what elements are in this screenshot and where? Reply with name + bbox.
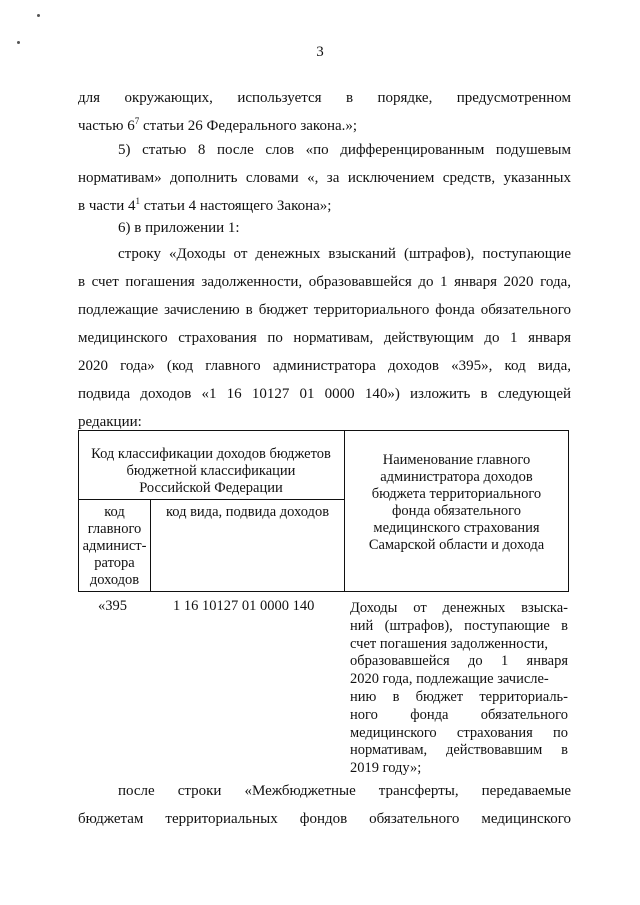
header-income-kind-code: код вида, подвида доходов — [165, 504, 330, 520]
paragraph-after-row — [78, 777, 571, 833]
text-line: подлежащие зачислению в бюджет территориального фонда обязательного — [78, 302, 571, 318]
text-line: бюджетам территориальных фондов обязательного медицинского — [78, 811, 571, 827]
text-line: для окружающих, используется в порядке, предусмотренном — [78, 90, 571, 106]
row-admin-code: «395 — [98, 598, 127, 614]
desc-line: Доходы от денежных взыска- — [350, 600, 568, 616]
header-line: главного — [87, 521, 142, 537]
desc-line: счет погашения задолженности, — [350, 635, 549, 652]
text-line: медицинского страхования по нормативам, действующим до 1 января — [78, 330, 571, 346]
text-line: редакции: — [78, 414, 142, 430]
desc-line: 2020 года, подлежащие зачисле- — [350, 671, 549, 688]
header-classification-code — [80, 446, 342, 497]
header-line: Самарской области и дохода — [368, 537, 545, 553]
desc-line: нормативам, действовавшим в — [350, 742, 568, 759]
scan-speck — [37, 14, 40, 17]
text-line: частью $6^7$ статьи 26 Федерального закона.»; — [78, 116, 358, 134]
text-line: 6) в приложении 1: — [118, 220, 240, 236]
header-line: админист- — [82, 538, 147, 554]
header-line: ратора — [94, 555, 135, 571]
text-line: 5) статью 8 после слов «по дифференцированным подушевым — [118, 142, 571, 158]
desc-line: 2019 году»; — [350, 760, 422, 777]
text-line: 2020 года» (код главного администратора доходов «395», код вида, — [78, 358, 571, 374]
header-line: администратора доходов — [380, 469, 533, 485]
header-line: бюджетной классификации — [126, 463, 296, 479]
text-line: нормативам» дополнить словами «, за исключением средств, указанных — [78, 170, 571, 186]
paragraph-row-replacement — [78, 240, 571, 436]
paragraph-item-5 — [78, 136, 571, 220]
page-number: 3 — [316, 44, 324, 60]
header-admin-code — [79, 504, 150, 589]
income-classification-table — [78, 430, 569, 592]
row-description — [350, 600, 568, 778]
paragraph-continuation — [78, 84, 571, 140]
header-line: код — [104, 504, 125, 520]
text-line: подвида доходов «1 16 10127 01 0000 140») изложить в следующей — [78, 386, 571, 402]
paragraph-item-6 — [78, 214, 571, 242]
header-line: фонда обязательного — [391, 503, 522, 519]
header-line: бюджета территориального — [371, 486, 542, 502]
header-administrator-name — [346, 452, 567, 554]
header-line: доходов — [89, 572, 140, 588]
desc-line: нию в бюджет территориаль- — [350, 688, 568, 705]
row-income-code: 1 16 10127 01 0000 140 — [173, 598, 315, 614]
desc-line: ного фонда обязательного — [350, 706, 568, 723]
text-line: в части $4^1$ статьи 4 настоящего Закона»; — [78, 196, 332, 214]
text-line: после строки «Межбюджетные трансферты, передаваемые — [118, 783, 571, 799]
desc-line: медицинского страхования по — [350, 724, 568, 741]
header-line: Наименование главного — [382, 452, 531, 468]
text-line: в счет погашения задолженности, образовавшейся до 1 января 2020 года, — [78, 274, 571, 290]
text-line: строку «Доходы от денежных взысканий (штрафов), поступающие — [118, 246, 571, 262]
header-line: Российской Федерации — [139, 480, 283, 496]
header-line: медицинского страхования — [373, 520, 540, 536]
header-line: Код классификации доходов бюджетов — [91, 446, 331, 462]
desc-line: образовавшейся до 1 января — [350, 653, 568, 670]
desc-line: ний (штрафов), поступающие в — [350, 617, 568, 634]
